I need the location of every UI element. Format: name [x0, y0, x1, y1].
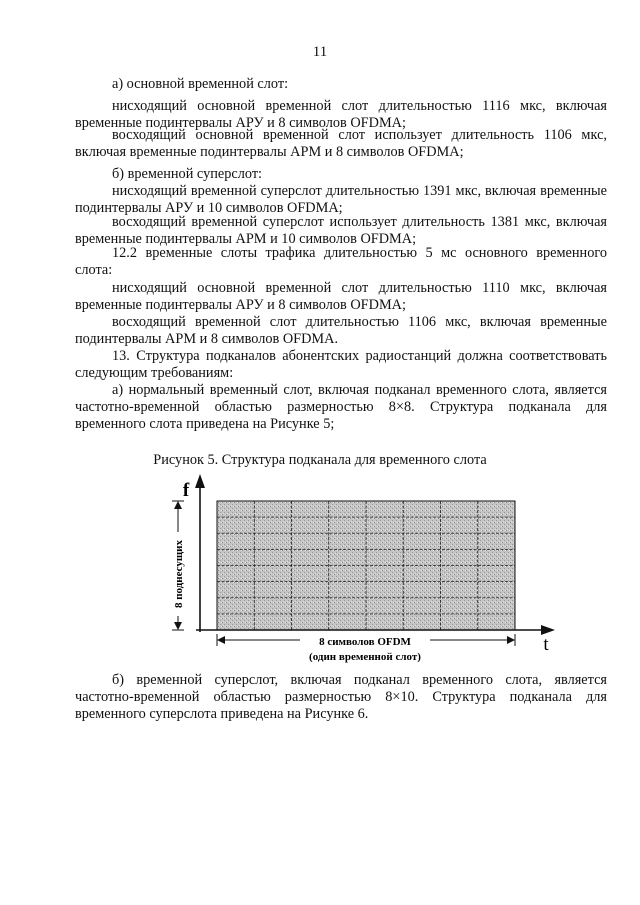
- paragraph-normal-slot: а) нормальный временный слот, включая подканал временного слота, является частотно-временной областью размерностью 8×8. Структура подканала для временного слота приведена на Рисунке 5;: [75, 382, 607, 433]
- paragraph-uplink-slot-1106: восходящий временной слот длительностью 1106 мкс, включая временные подинтервалы АРМ и 8 символов OFDMA.: [75, 314, 607, 348]
- t-axis-label: t: [543, 634, 549, 655]
- paragraph-downlink-slot-1110: нисходящий основной временной слот длительностью 1110 мкс, включая временные подинтервалы АРУ и 8 символов OFDMA;: [75, 280, 607, 314]
- paragraph-uplink-superslot: восходящий временной суперслот использует длительность 1381 мкс, включая временные подинтервалы АРМ и 10 символов OFDMA;: [75, 214, 607, 248]
- f-axis-label: f: [182, 480, 190, 501]
- paragraph-uplink-main-slot: восходящий основной временной слот использует длительность 1106 мкс, включая временные подинтервалы АРМ и 8 символов OFDMA;: [75, 127, 607, 161]
- subchannel-figure: [150, 470, 570, 670]
- page-number: 11: [312, 44, 328, 60]
- figure-caption: Рисунок 5. Структура подканала для временного слота: [153, 452, 487, 468]
- horizontal-dimension-sublabel: (один временной слот): [309, 651, 421, 663]
- paragraph-superslot-structure: б) временной суперслот, включая подканал временного слота, является частотно-временной областью размерностью 8×10. Структура подканала для временного суперслота приведена на Рисунке 6.: [75, 672, 607, 723]
- vertical-dimension-arrow-top-icon: [174, 501, 182, 509]
- paragraph-main-slot-heading: а) основной временной слот:: [112, 76, 289, 92]
- horizontal-dimension-arrow-left-icon: [217, 636, 225, 644]
- f-axis-arrow-icon: [195, 474, 205, 488]
- paragraph-downlink-superslot: нисходящий временной суперслот длительностью 1391 мкс, включая временные подинтервалы АРУ и 10 символов OFDMA;: [75, 183, 607, 217]
- vertical-dimension-label: 8 поднесущих: [173, 539, 185, 609]
- paragraph-downlink-main-slot: нисходящий основной временной слот длительностью 1116 мкс, включая временные подинтервалы АРУ и 8 символов OFDMA;: [75, 98, 607, 132]
- paragraph-superslot-heading: б) временной суперслот:: [112, 166, 263, 182]
- horizontal-dimension-arrow-right-icon: [507, 636, 515, 644]
- paragraph-traffic-slots: 12.2 временные слоты трафика длительностью 5 мс основного временного слота:: [75, 245, 607, 279]
- paragraph-subchannel-structure: 13. Структура подканалов абонентских радиостанций должна соответствовать следующим требованиям:: [75, 348, 607, 382]
- vertical-dimension-arrow-bottom-icon: [174, 622, 182, 630]
- horizontal-dimension-label: 8 символов OFDM: [319, 636, 411, 648]
